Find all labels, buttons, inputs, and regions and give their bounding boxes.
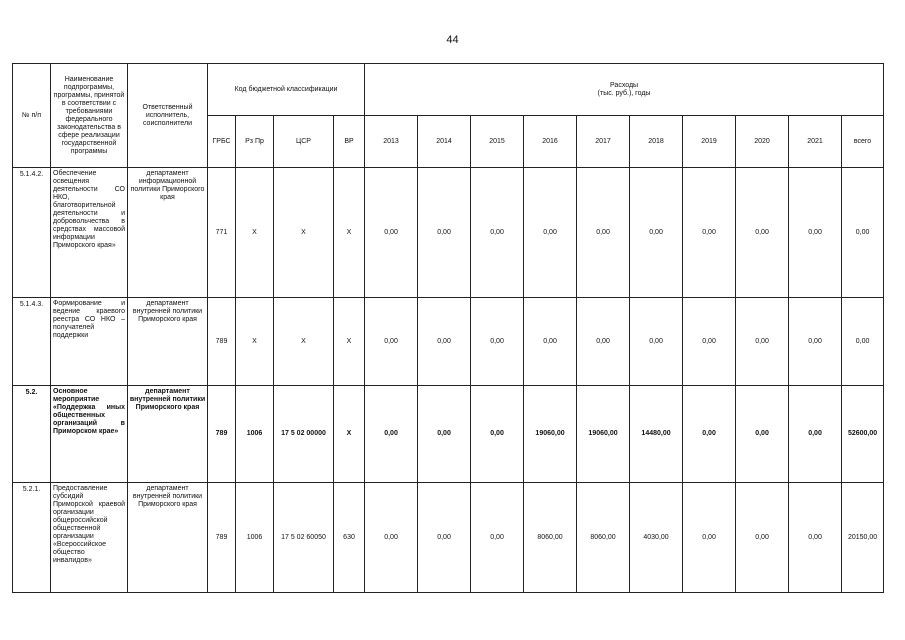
row-grbs: 789 [208,298,236,386]
row-value: 0,00 [365,483,418,593]
row-csr: 17 5 02 00000 [274,386,334,483]
row-value: 0,00 [418,298,471,386]
row-rzpr: 1006 [236,386,274,483]
row-vr: 630 [334,483,365,593]
header-csr: ЦСР [274,116,334,168]
row-grbs: 789 [208,483,236,593]
row-vr: X [334,168,365,298]
row-csr: 17 5 02 60050 [274,483,334,593]
row-value: 0,00 [365,386,418,483]
row-name: Обеспечение освещения деятельности СО НКО, благотворительной деятельности и добровольчества в средствах массовой информации Приморского края» [51,168,128,298]
row-value: 0,00 [471,168,524,298]
row-value: 0,00 [683,386,736,483]
row-value: 0,00 [789,386,842,483]
header-num: № п/п [13,64,51,168]
row-value: 0,00 [789,298,842,386]
row-name: Основное мероприятие «Поддержка иных общественных организаций в Приморском крае» [51,386,128,483]
header-year: 2017 [577,116,630,168]
row-value: 14480,00 [630,386,683,483]
row-value: 0,00 [789,483,842,593]
row-total: 0,00 [842,168,884,298]
header-year: 2018 [630,116,683,168]
table-row [13,298,884,386]
row-num: 5.2. [13,386,51,483]
row-total: 20150,00 [842,483,884,593]
header-total: всего [842,116,884,168]
row-value: 0,00 [789,168,842,298]
header-year: 2020 [736,116,789,168]
budget-table [12,63,884,593]
row-rzpr: X [236,168,274,298]
row-total: 52600,00 [842,386,884,483]
row-responsible: департамент информационной политики Приморского края [128,168,208,298]
header-budget-code: Код бюджетной классификации [208,64,365,116]
header-year: 2016 [524,116,577,168]
row-value: 0,00 [630,298,683,386]
row-value: 0,00 [471,298,524,386]
row-grbs: 789 [208,386,236,483]
header-year: 2014 [418,116,471,168]
row-rzpr: X [236,298,274,386]
header-responsible: Ответственный исполнитель, соисполнители [128,64,208,168]
header-row-top [13,64,884,116]
header-year: 2019 [683,116,736,168]
row-csr: X [274,298,334,386]
header-year: 2015 [471,116,524,168]
header-year: 2021 [789,116,842,168]
row-value: 8060,00 [577,483,630,593]
row-value: 0,00 [736,386,789,483]
row-total: 0,00 [842,298,884,386]
row-num: 5.1.4.2. [13,168,51,298]
row-responsible: департамент внутренней политики Приморского края [128,298,208,386]
row-value: 19060,00 [524,386,577,483]
row-value: 8060,00 [524,483,577,593]
row-name: Формирование и ведение краевого реестра СО НКО – получателей поддержки [51,298,128,386]
row-value: 0,00 [577,298,630,386]
header-expenses: Расходы (тыс. руб.), годы [365,64,884,116]
row-vr: X [334,386,365,483]
page-number: 44 [446,34,459,46]
row-num: 5.2.1. [13,483,51,593]
row-value: 4030,00 [630,483,683,593]
row-rzpr: 1006 [236,483,274,593]
row-value: 0,00 [365,168,418,298]
row-value: 19060,00 [577,386,630,483]
row-value: 0,00 [683,168,736,298]
row-value: 0,00 [683,483,736,593]
row-value: 0,00 [365,298,418,386]
row-vr: X [334,298,365,386]
table-row [13,386,884,483]
header-name: Наименование подпрограммы, программы, принятой в соответствии с требованиями федерального законодательства в сфере реализации государственной программы [51,64,128,168]
row-value: 0,00 [736,298,789,386]
row-value: 0,00 [630,168,683,298]
row-csr: X [274,168,334,298]
row-value: 0,00 [471,386,524,483]
row-num: 5.1.4.3. [13,298,51,386]
table-row [13,483,884,593]
header-rzpr: Рз Пр [236,116,274,168]
row-value: 0,00 [418,168,471,298]
row-value: 0,00 [577,168,630,298]
row-value: 0,00 [524,168,577,298]
row-value: 0,00 [736,168,789,298]
row-value: 0,00 [418,386,471,483]
row-responsible: департамент внутренней политики Приморского края [128,386,208,483]
row-value: 0,00 [524,298,577,386]
row-value: 0,00 [736,483,789,593]
table-row [13,168,884,298]
row-name: Предоставление субсидий Приморской краевой организации общероссийской общественной организации «Всероссийское общество инвалидов» [51,483,128,593]
header-year: 2013 [365,116,418,168]
row-value: 0,00 [418,483,471,593]
header-vr: ВР [334,116,365,168]
row-responsible: департамент внутренней политики Приморского края [128,483,208,593]
header-grbs: ГРБС [208,116,236,168]
row-value: 0,00 [683,298,736,386]
row-value: 0,00 [471,483,524,593]
row-grbs: 771 [208,168,236,298]
